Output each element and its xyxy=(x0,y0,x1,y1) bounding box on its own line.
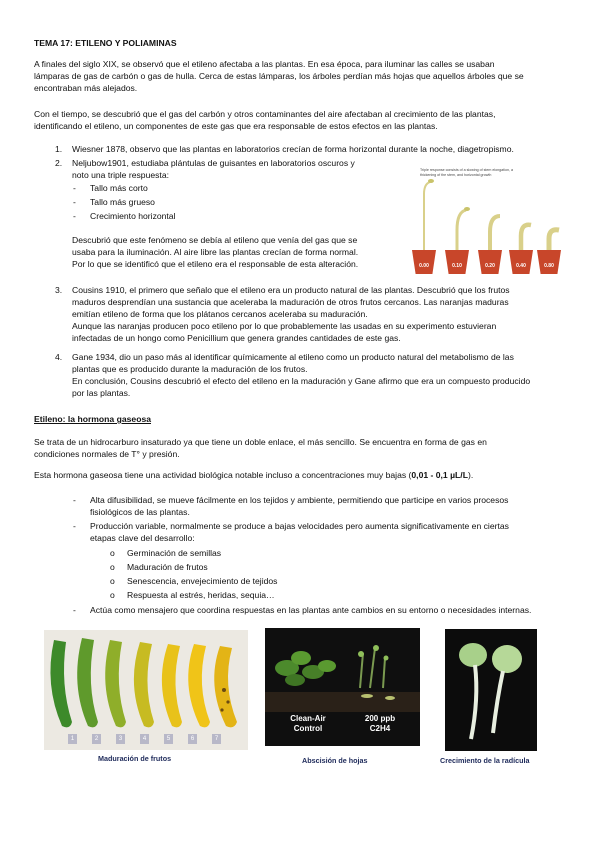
seeds-illustration xyxy=(445,629,537,751)
list-item-line: maduros desprendían una sustancia que aceleraba la maduración de otros frutos cercanos. Las naranjas maduras xyxy=(72,297,509,307)
list-item-line: por las plantas. xyxy=(72,388,131,398)
explanation-line: Descubrió que este fenómeno se debía al etileno que venía del gas que se xyxy=(72,235,358,245)
page-title: TEMA 17: ETILENO Y POLIAMINAS xyxy=(34,38,177,48)
sub-item: Crecimiento horizontal xyxy=(90,211,176,221)
list-item-line: Gane 1934, dio un paso más al identificar químicamente al etileno como un producto natural del metabolismo de las xyxy=(72,352,514,362)
banana-caption: Maduración de frutos xyxy=(98,754,172,763)
explanation-line: Por lo que se identificó que el etileno era el responsable de esta alteración. xyxy=(72,259,359,269)
radicle-caption: Crecimiento de la radícula xyxy=(440,756,530,765)
bullet-line: fisiológicos de las plantas. xyxy=(90,507,190,517)
banana-number: 1 xyxy=(68,734,77,744)
list-number: 2. xyxy=(55,158,63,168)
dash-bullet: - xyxy=(73,495,76,505)
dash-bullet: - xyxy=(73,197,76,207)
history-line: identificando el etileno, un componentes de este gas que era responsable de estos efectos en las plantas. xyxy=(34,121,438,131)
section-heading: Etileno: la hormona gaseosa xyxy=(34,414,151,424)
bullet-mensajero: Actúa como mensajero que coordina respuestas en las plantas ante cambios en su entorno o necesidades internas. xyxy=(90,605,532,615)
pot-label: 0.00 xyxy=(419,263,429,269)
pot-label: 0.10 xyxy=(452,263,462,269)
dash-bullet: - xyxy=(73,521,76,531)
control-label xyxy=(279,714,337,734)
list-item-line: noto una triple respuesta: xyxy=(72,170,169,180)
list-item-line: Cousins 1910, el primero que señalo que el etileno era un producto natural de las plantas. Descubrió que los frutos xyxy=(72,285,510,295)
list-item-wiesner: Wiesner 1878, observo que las plantas en laboratorios crecían de forma horizontal durante la noche, diagetropismo. xyxy=(72,144,514,154)
bullet-difusibilidad xyxy=(90,494,560,518)
banana-number: 7 xyxy=(212,734,221,744)
list-number: 4. xyxy=(55,352,63,362)
history-line: Con el tiempo, se descubrió que el gas del carbón y otros contaminantes del aire afectaban al crecimiento de las plantas, xyxy=(34,109,496,119)
radicle-photo xyxy=(445,629,537,751)
pot-label: 0.80 xyxy=(544,263,554,269)
caption-line: thickening of the stem, and horizontal growth xyxy=(420,172,492,177)
bullet-line: Alta difusibilidad, se mueve fácilmente en los tejidos y ambiente, permitiendo que participe en varios procesos xyxy=(90,495,509,505)
bullet-line: etapas clave del desarrollo: xyxy=(90,533,195,543)
pot-label: 0.40 xyxy=(516,263,526,269)
circle-bullet: o xyxy=(110,590,115,600)
sub-bullet: Maduración de frutos xyxy=(127,562,208,572)
list-number: 1. xyxy=(55,144,63,154)
bullet-line: Producción variable, normalmente se produce a bajas velocidades pero aumenta significativamente en ciertas xyxy=(90,521,509,531)
section-paragraph xyxy=(34,436,564,460)
intro-line: A finales del siglo XIX, se observó que el etileno afectaba a las plantas. En esa época, para iluminar las calles se usaban xyxy=(34,59,495,69)
concentration-value: 0,01 - 0,1 µL/L xyxy=(411,470,468,480)
sub-item: Tallo más corto xyxy=(90,183,148,193)
label-line: Clean-Air xyxy=(290,714,326,723)
caption-line: Triple response consists of a slowing of stem elongation, a xyxy=(420,168,513,172)
intro-paragraph xyxy=(34,58,564,94)
bullet-produccion xyxy=(90,520,560,544)
list-item-line: plantas que es producido durante la maduración de los frutos. xyxy=(72,364,308,374)
banana-number: 5 xyxy=(164,734,173,744)
sub-bullet: Germinación de semillas xyxy=(127,548,222,558)
list-item-line: infectadas de un hongo como Penicillium que genera grandes cantidades de este gas. xyxy=(72,333,401,343)
dash-bullet: - xyxy=(73,605,76,615)
banana-number: 3 xyxy=(116,734,125,744)
list-item-line: Aunque las naranjas producen poco etileno por lo que probablemente las usadas en su experimento estuvieran xyxy=(72,321,497,331)
circle-bullet: o xyxy=(110,562,115,572)
abscision-caption: Abscisión de hojas xyxy=(302,756,368,765)
paragraph-line: Se trata de un hidrocarburo insaturado ya que tiene un doble enlace, el más sencillo. Se encuentra en forma de gas en xyxy=(34,437,487,447)
label-line: C2H4 xyxy=(369,724,391,733)
list-item-gane xyxy=(72,351,567,399)
paragraph-text: Esta hormona gaseosa tiene una actividad biológica notable incluso a concentraciones muy bajas ( xyxy=(34,470,412,480)
list-item-line: Neljubow1901, estudiaba plántulas de guisantes en laboratorios oscuros y xyxy=(72,158,355,168)
triple-response-figure xyxy=(400,160,570,278)
label-line: 200 ppb xyxy=(364,714,396,723)
paragraph-text: ). xyxy=(467,470,474,480)
history-paragraph xyxy=(34,108,564,132)
paragraph-line: condiciones normales de T° y presión. xyxy=(34,449,180,459)
bananas-illustration xyxy=(44,630,248,732)
list-number: 3. xyxy=(55,285,63,295)
banana-ripening-photo xyxy=(44,630,248,750)
concentration-paragraph xyxy=(34,469,564,481)
sub-item: Tallo más grueso xyxy=(90,197,155,207)
pot-label: 0.20 xyxy=(485,263,495,269)
circle-bullet: o xyxy=(110,548,115,558)
explanation-line: usaba para la iluminación. Al aire libre las plantas crecían de forma normal. xyxy=(72,247,359,257)
sub-bullet: Respuesta al estrés, heridas, sequia… xyxy=(127,590,275,600)
neljubow-explanation xyxy=(72,234,392,270)
banana-number: 6 xyxy=(188,734,197,744)
dash-bullet: - xyxy=(73,211,76,221)
banana-number: 4 xyxy=(140,734,149,744)
list-item-cousins xyxy=(72,284,567,344)
circle-bullet: o xyxy=(110,576,115,586)
list-item-line: emitían etileno de forma que los plátanos cercanos aceleraba su maduración. xyxy=(72,309,368,319)
plants-illustration xyxy=(265,628,420,712)
list-item-line: En conclusión, Cousins descubrió el efecto del etileno en la maduración y Gane afirmo que era un compuesto producido xyxy=(72,376,531,386)
dash-bullet: - xyxy=(73,183,76,193)
label-line: Control xyxy=(293,724,323,733)
list-item-neljubow xyxy=(72,157,382,181)
intro-line: lámparas de gas de carbón o gas de hulla. Cerca de estas lámparas, los árboles perdían más hojas que aquellos árboles que se xyxy=(34,71,524,81)
ethylene-label xyxy=(350,714,410,734)
intro-line: encontraban más alejados. xyxy=(34,83,138,93)
banana-number: 2 xyxy=(92,734,101,744)
abscision-photo xyxy=(265,628,420,746)
sub-bullet: Senescencia, envejecimiento de tejidos xyxy=(127,576,278,586)
